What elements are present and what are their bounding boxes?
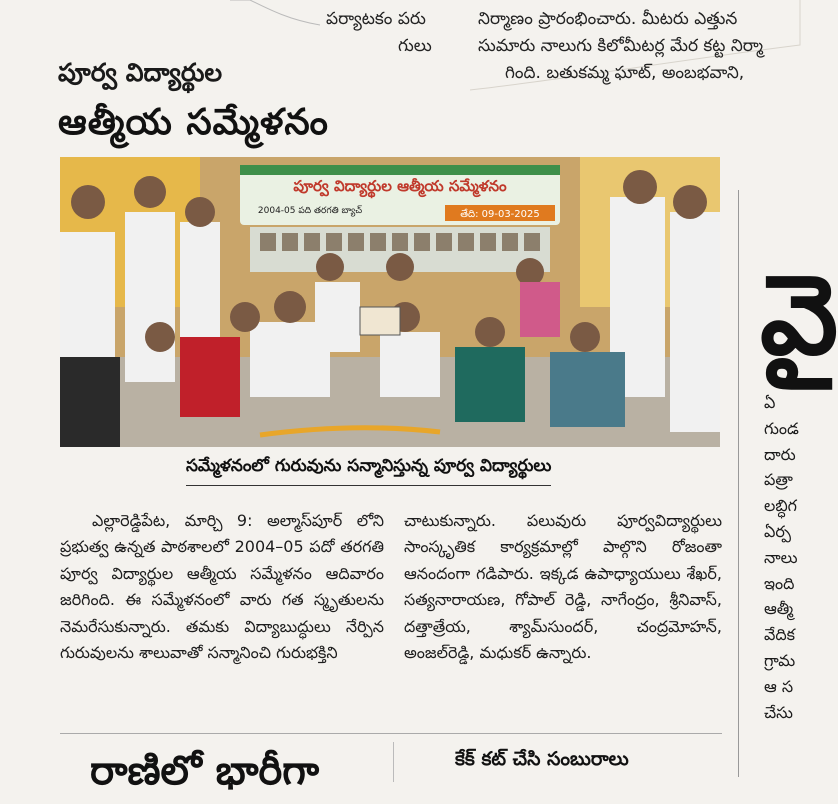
- top-fragment-right-3: గింది. బతుకమ్మ ఘాట్, అంబభవాని,: [505, 63, 745, 83]
- article-body-col1: ఎల్లారెడ్డిపేట, మార్చి 9: అల్మాస్‌పూర్‌ లోని ప్రభుత్వ ఉన్నత పాఠశాలలో 2004–05 పదో తరగతి పూర్వ విద్యార్థుల ఆత్మీయ సమ్మేళనం ఆదివారం జరిగింది. ఈ సమ్మేళనంలో వారు గత స్మృతులను నెమరేసుకున్నారు. తమకు విద్యాబుద్ధులు నేర్పిన గురువులను శాలువాతో సన్మానించి గురుభక్తిని: [60, 511, 384, 663]
- adjacent-big-letter: వై: [760, 251, 838, 379]
- section-divider: [60, 733, 722, 734]
- adjacent-line: లబ్ధిగ: [764, 496, 798, 516]
- adjacent-article-strip: [738, 190, 838, 777]
- article-kicker: పూర్వ విద్యార్థుల: [58, 58, 223, 87]
- adjacent-text-lines: [764, 390, 799, 725]
- next-article-headline-fragment: రాణిలో భారీగా: [90, 748, 320, 794]
- adjacent-line: గ్రామ: [764, 650, 796, 670]
- adjacent-line: ఇంది: [764, 573, 795, 593]
- top-fragment-left-1: పర్యాటకం పరు: [326, 9, 426, 29]
- next-article-subhead: కేక్‌ కట్‌ చేసి సంబురాలు: [455, 748, 629, 770]
- adjacent-line: చేసు: [764, 702, 793, 722]
- adjacent-line: ఆ స: [764, 676, 794, 696]
- adjacent-line: గుండ: [764, 418, 799, 438]
- top-fragment-left-2: గులు: [398, 36, 432, 56]
- adjacent-rule: [738, 190, 739, 777]
- top-fragment-right-2: సుమారు నాలుగు కిలోమీటర్ల మేర కట్ట నిర్మా: [478, 36, 764, 56]
- photo-banner-sub: 2004-05 పది తరగతి బ్యాచ్: [257, 206, 363, 216]
- group-photo-illustration: [60, 157, 720, 447]
- adjacent-line: పత్రా: [764, 470, 793, 490]
- adjacent-line: ఏ: [764, 393, 776, 412]
- article-headline: ఆత్మీయ సమ్మేళనం: [58, 102, 329, 143]
- adjacent-line: నాలు: [764, 547, 798, 567]
- adjacent-line: ఆత్మీ: [764, 599, 794, 619]
- photo-caption: సమ్మేళనంలో గురువును సన్మానిస్తున్న పూర్వ విద్యార్థులు: [186, 456, 551, 486]
- top-fragment-right-1: నిర్మాణం ప్రారంభించారు. మీటరు ఎత్తున: [478, 9, 738, 29]
- adjacent-line: దారు: [764, 444, 796, 464]
- article-photo: [60, 157, 720, 447]
- column-divider: [393, 742, 394, 782]
- photo-date: తేది: 09-03-2025: [460, 209, 540, 220]
- adjacent-line: వేదిక: [764, 625, 796, 645]
- adjacent-line: ఏర్ప: [764, 521, 792, 541]
- article-column-2: [404, 508, 722, 666]
- article-body-col2: చాటుకున్నారు. పలువురు పూర్వవిద్యార్థులు సాంస్కృతిక కార్యక్రమాల్లో పాల్గొని రోజంతా ఆనందంగా గడిపారు. ఇక్కడ ఉపాధ్యాయులు శేఖర్‌, సత్యనారాయణ, గోపాల్‌ రెడ్డి, నాగేంద్రం, శ్రీనివాస్‌, దత్తాత్రేయ, శ్యామ్‌సుందర్‌, చంద్రమోహన్‌, అంజల్‌రెడ్డి, మధుకర్‌ ఉన్నారు.: [404, 511, 722, 663]
- article-column-1: [60, 508, 384, 666]
- photo-banner-title: పూర్వ విద్యార్థుల ఆత్మీయ సమ్మేళనం: [293, 177, 507, 195]
